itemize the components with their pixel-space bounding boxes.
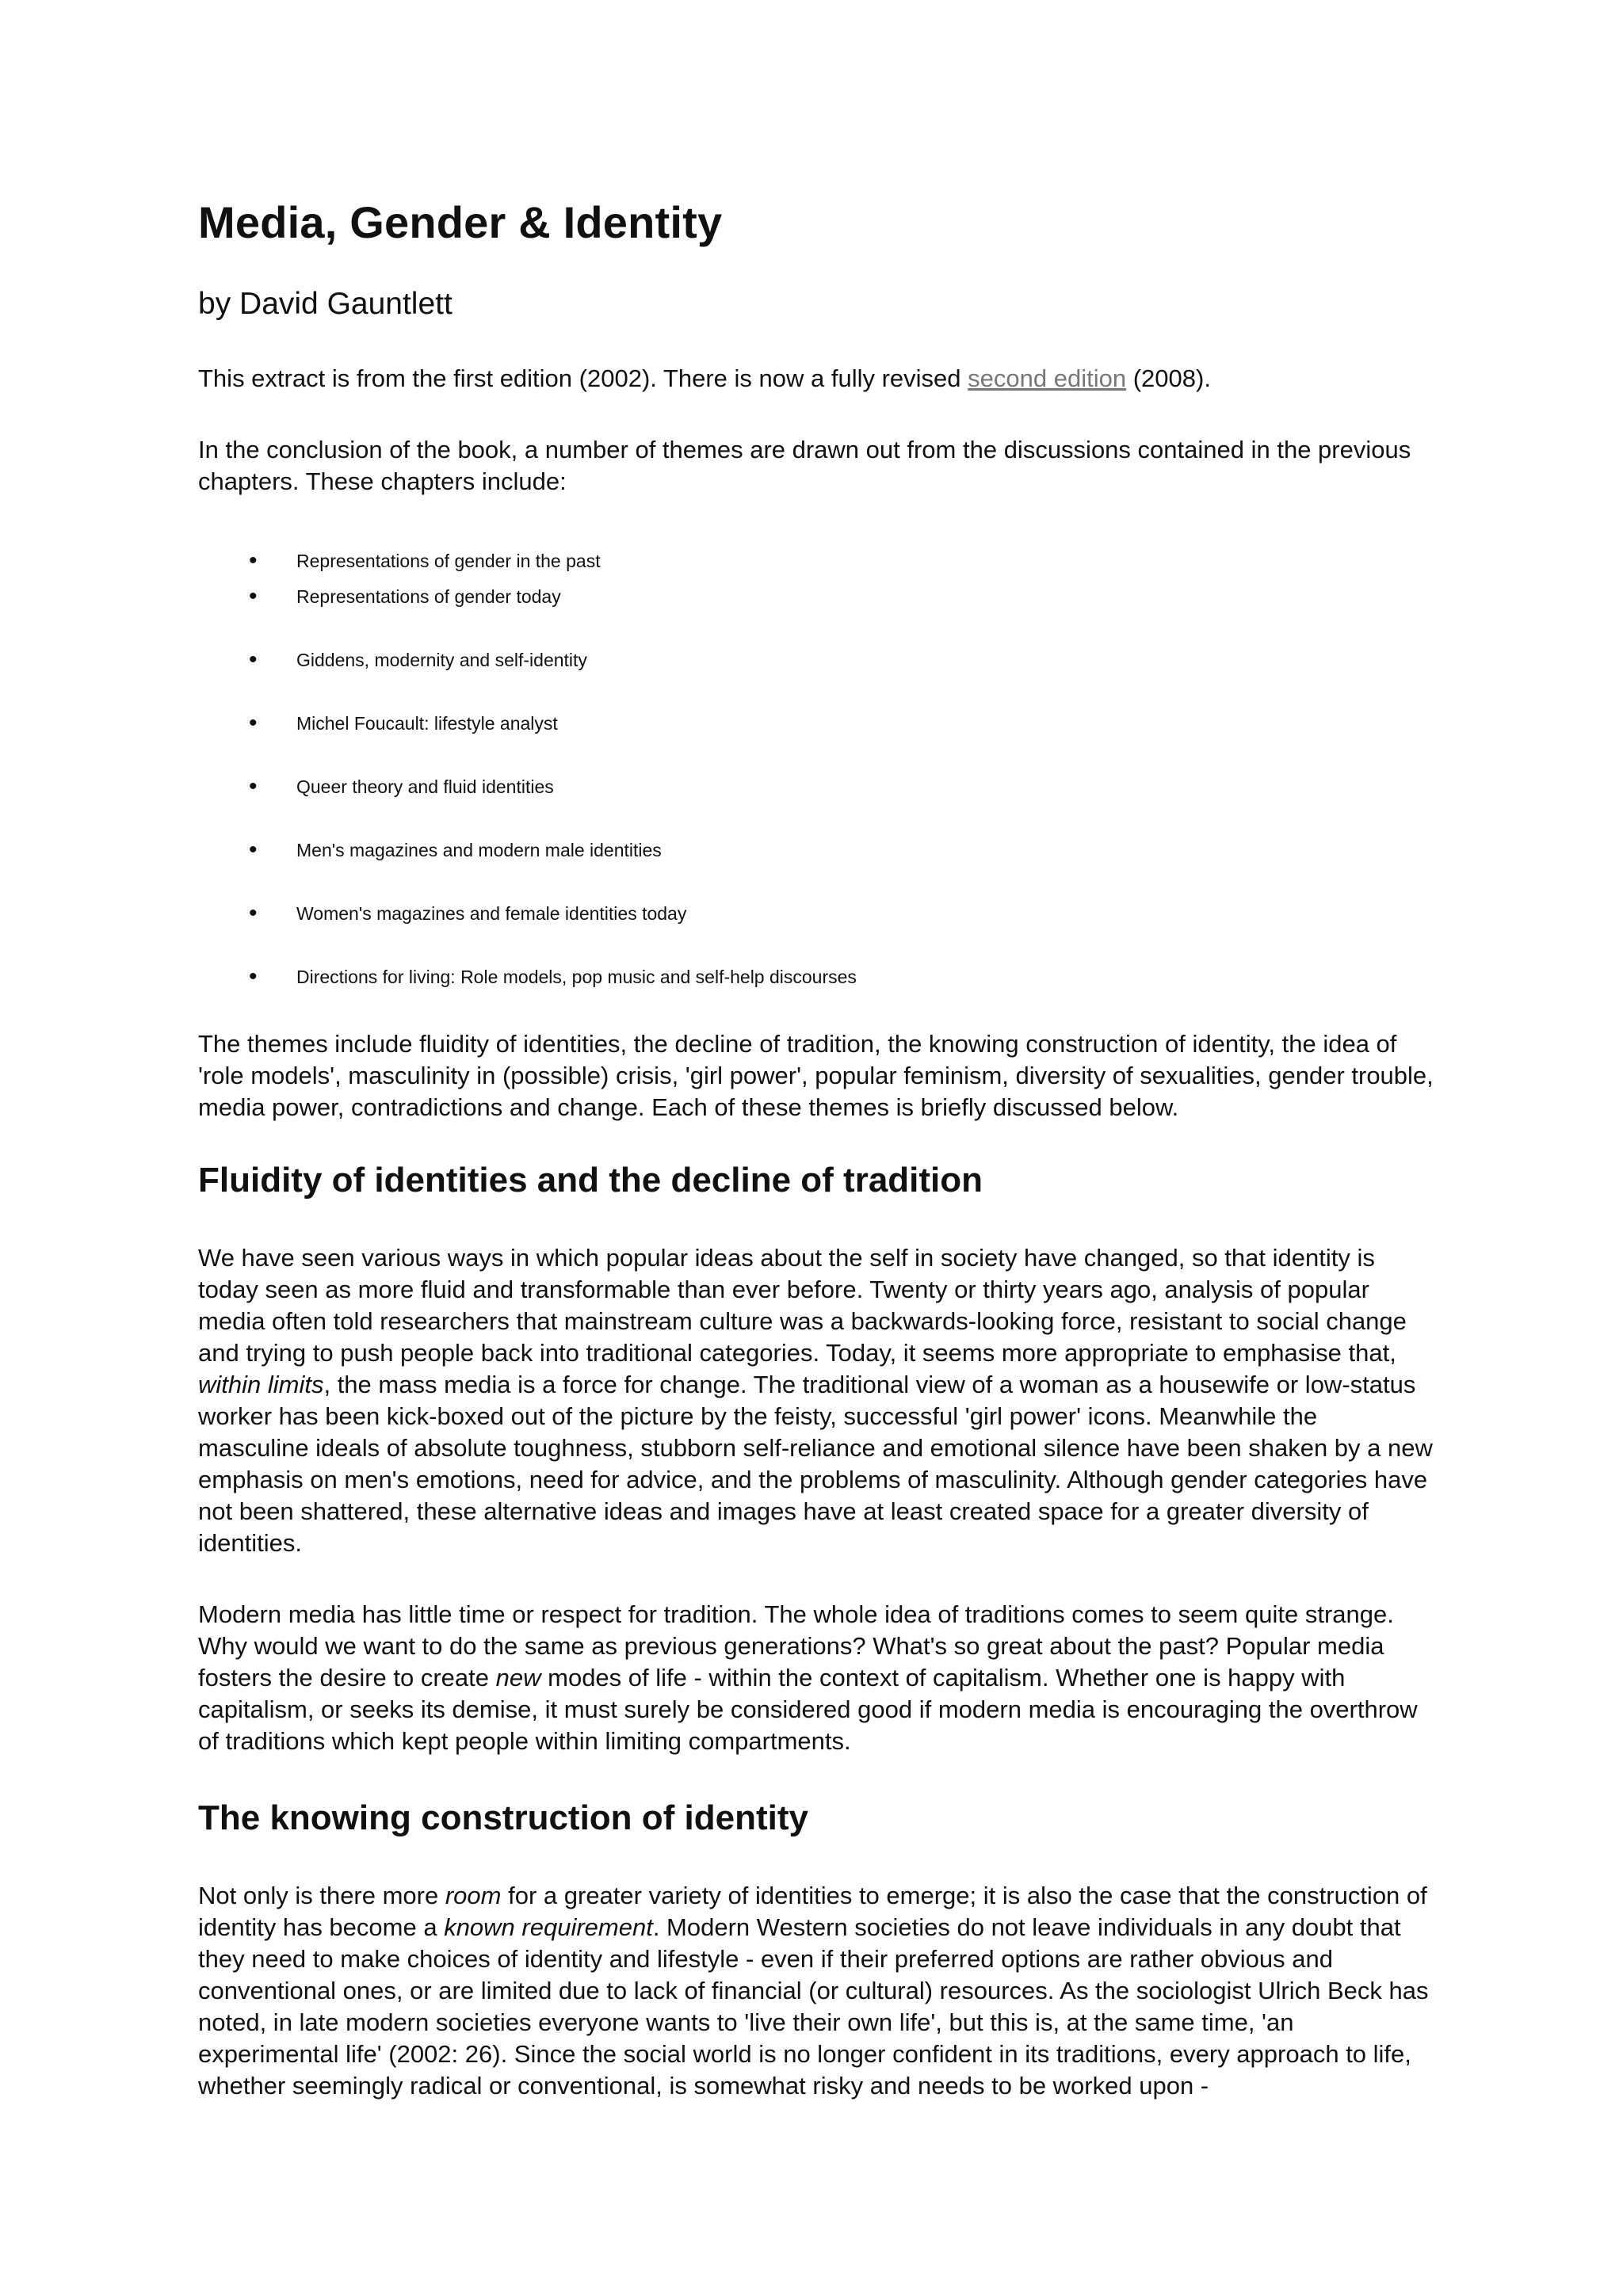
bullet-icon: • bbox=[249, 773, 258, 799]
knowing-construction-paragraph: Not only is there more room for a greater variety of identities to emerge; it is also the case that the construction of identity has become a known requirement. Modern Western societies do not leave individuals in any doubt that they need to make choices of identity and lifestyle - even if their preferred options are rather obvious and conventional ones, or are limited due to lack of financial (or cultural) resources. As the sociologist Ulrich Beck has noted, in late modern societies everyone wants to 'live their own life', but this is, at the same time, 'an experimental life' (2002: 26). Since the social world is no longer confident in its traditions, every approach to life, whether seemingly radical or conventional, is somewhat risky and needs to be worked upon - bbox=[198, 1882, 1429, 2100]
bullet-icon: • bbox=[249, 646, 258, 673]
bullet-icon: • bbox=[249, 547, 258, 574]
fluidity-paragraph-1: We have seen various ways in which popular ideas about the self in society have changed, so that identity is today seen as more fluid and transformable than ever before. Twenty or thirty years ago, analysis of popular media often told researchers that mainstream culture was a backwards-looking force, resistant to social change and trying to push people back into traditional categories. Today, it seems more appropriate to emphasise that, within limits, the mass media is a force for change. The traditional view of a woman as a housewife or low-status worker has been kick-boxed out of the picture by the feisty, successful 'girl power' icons. Meanwhile the masculine ideals of absolute toughness, stubborn self-reliance and emotional silence have been shaken by a new emphasis on men's emotions, need for advice, and the problems of masculinity. Although gender categories have not been shattered, these alternative ideas and images have at least created space for a greater diversity of identities. bbox=[198, 1244, 1433, 1557]
bullet-icon: • bbox=[249, 900, 258, 926]
bullet-icon: • bbox=[249, 963, 258, 990]
themes-paragraph: The themes include fluidity of identities, the decline of tradition, the knowing construction of identity, the idea of 'role models', masculinity in (possible) crisis, 'girl power', popular feminism, diversity of sexualities, gender trouble, media power, contradictions and change. Each of these themes is briefly discussed below. bbox=[198, 1030, 1434, 1121]
edition-note-text-start: This extract is from the first edition (2002). There is now a fully revised bbox=[198, 364, 968, 392]
edition-note-text-end: (2008). bbox=[1126, 364, 1211, 392]
second-edition-link[interactable]: second edition bbox=[968, 364, 1127, 392]
section-heading-knowing-construction: The knowing construction of identity bbox=[198, 1798, 808, 1837]
section-heading-fluidity: Fluidity of identities and the decline of tradition bbox=[198, 1161, 983, 1199]
edition-note bbox=[198, 363, 1434, 395]
page-title: Media, Gender & Identity bbox=[198, 197, 723, 247]
bullet-icon: • bbox=[249, 837, 258, 863]
bullet-icon: • bbox=[249, 710, 258, 736]
fluidity-paragraph-2: Modern media has little time or respect for tradition. The whole idea of traditions comes to seem quite strange. Why would we want to do the same as previous generations? What's so great about the past? Popular media fosters the desire to create new modes of life - within the context of capitalism. Whether one is happy with capitalism, or seeks its demise, it must surely be considered good if modern media is encouraging the overthrow of traditions which kept people within limiting compartments. bbox=[198, 1600, 1418, 1755]
bullet-icon: • bbox=[249, 583, 258, 609]
author-byline: by David Gauntlett bbox=[198, 287, 453, 321]
conclusion-intro: In the conclusion of the book, a number of themes are drawn out from the discussions contained in the previous chapters. These chapters include: bbox=[198, 436, 1411, 495]
